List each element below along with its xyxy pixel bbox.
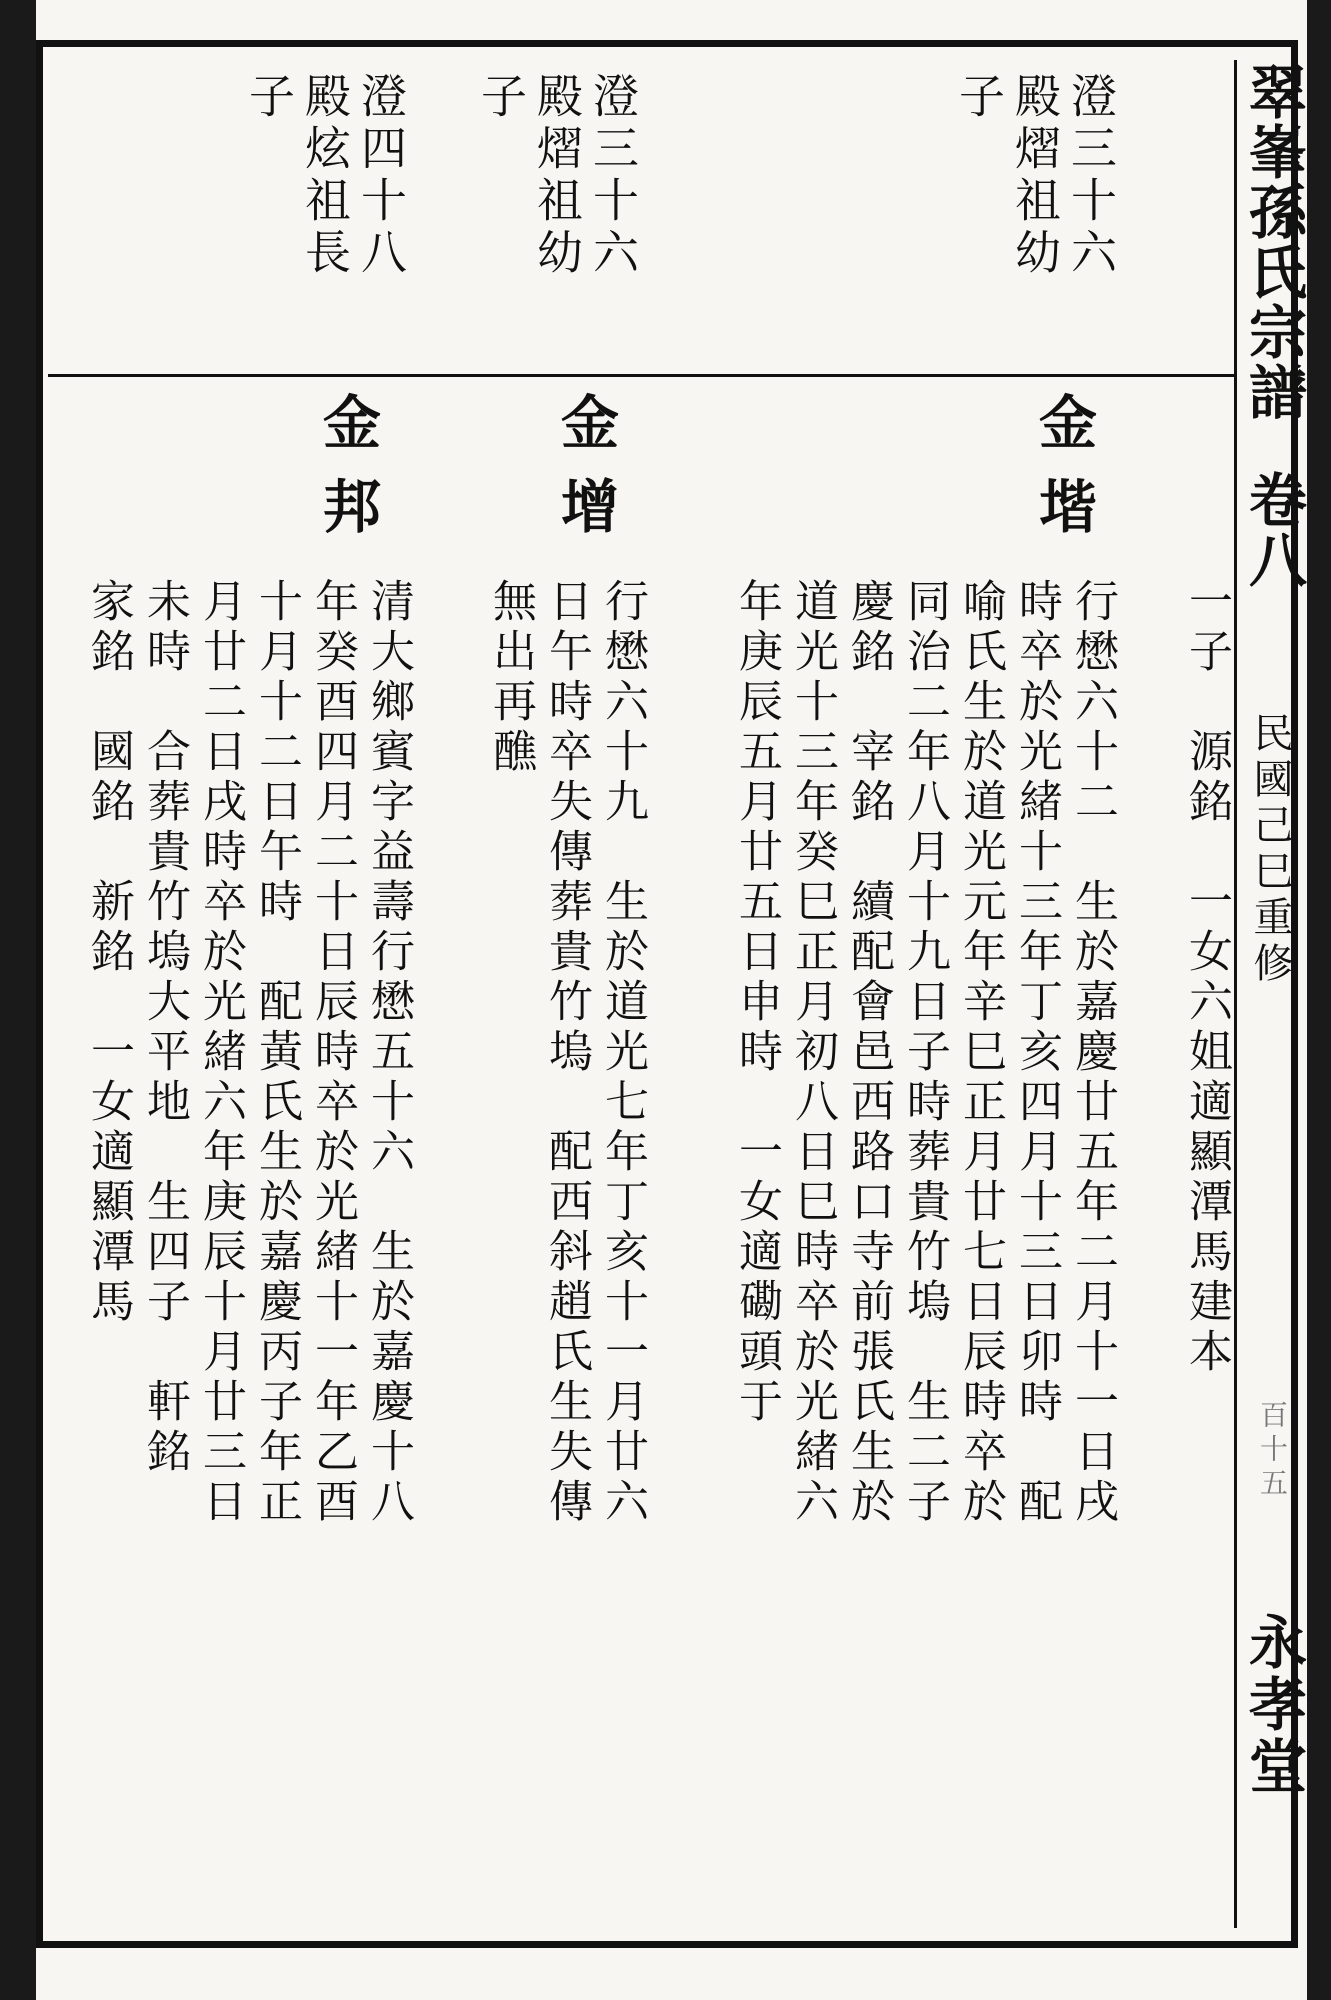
margin-divider — [1234, 60, 1237, 1928]
parent-note-line: 殿熠祖幼 — [530, 72, 584, 280]
entry-line: 慶銘 宰銘 續配會邑西路口寺前張氏生於 — [843, 578, 894, 1528]
page-edge-right — [1307, 0, 1331, 2000]
entry-line: 年庚辰五月廿五日申時 一女適磡頭于 — [731, 578, 782, 1428]
entry-line: 行懋六十二 生於嘉慶廿五年二月十一日戌 — [1067, 578, 1118, 1528]
volume-label: 卷八 — [1239, 470, 1307, 590]
parent-note-line: 澄三十六 — [1064, 72, 1118, 280]
entry-line: 時卒於光緒十三年丁亥四月十三日卯時 配 — [1011, 578, 1062, 1528]
entry-line: 一子 源銘 一女六姐適顯潭馬建本 — [1181, 578, 1232, 1378]
edition-note: 民國己巳重修 — [1247, 712, 1293, 988]
parent-note-line: 澄三十六 — [586, 72, 640, 280]
entry-name: 金堦 — [1029, 392, 1097, 560]
parent-note-line: 子 — [952, 72, 1006, 124]
entry-line: 道光十三年癸巳正月初八日巳時卒於光緒六 — [787, 578, 838, 1528]
entry-line: 清大鄉賓字益壽行懋五十六 生於嘉慶十八 — [363, 578, 414, 1528]
entry-line: 家銘 國銘 新銘 一女適顯潭馬 — [83, 578, 134, 1328]
page-edge-left — [0, 0, 36, 2000]
entry-line: 無出再醮 — [485, 578, 536, 778]
entry-line: 十月十二日午時 配黃氏生於嘉慶丙子年正 — [251, 578, 302, 1528]
entry-line: 喻氏生於道光元年辛巳正月廿七日辰時卒於 — [955, 578, 1006, 1528]
page-number: 百十五 — [1256, 1400, 1289, 1502]
parent-note-line: 子 — [474, 72, 528, 124]
entry-line: 日午時卒失傳葬貴竹塢 配西斜趙氏生失傳 — [541, 578, 592, 1528]
hall-name: 永孝堂 — [1239, 1612, 1307, 1798]
entry-name: 金邦 — [313, 392, 381, 560]
entry-line: 未時 合葬貴竹塢大平地 生四子 軒銘 — [139, 578, 190, 1478]
entry-line: 月廿二日戌時卒於光緒六年庚辰十月廿三日 — [195, 578, 246, 1528]
register-divider — [48, 374, 1236, 377]
entry-line: 行懋六十九 生於道光七年丁亥十一月廿六 — [597, 578, 648, 1528]
entry-name: 金增 — [551, 392, 619, 560]
book-title: 翠峯孫氏宗譜 — [1239, 62, 1307, 422]
parent-note-line: 殿熠祖幼 — [1008, 72, 1062, 280]
entry-line: 年癸酉四月二十日辰時卒於光緒十一年乙酉 — [307, 578, 358, 1528]
parent-note-line: 子 — [242, 72, 296, 124]
parent-note-line: 澄四十八 — [354, 72, 408, 280]
entry-line: 同治二年八月十九日子時葬貴竹塢 生二子 — [899, 578, 950, 1528]
parent-note-line: 殿炫祖長 — [298, 72, 352, 280]
